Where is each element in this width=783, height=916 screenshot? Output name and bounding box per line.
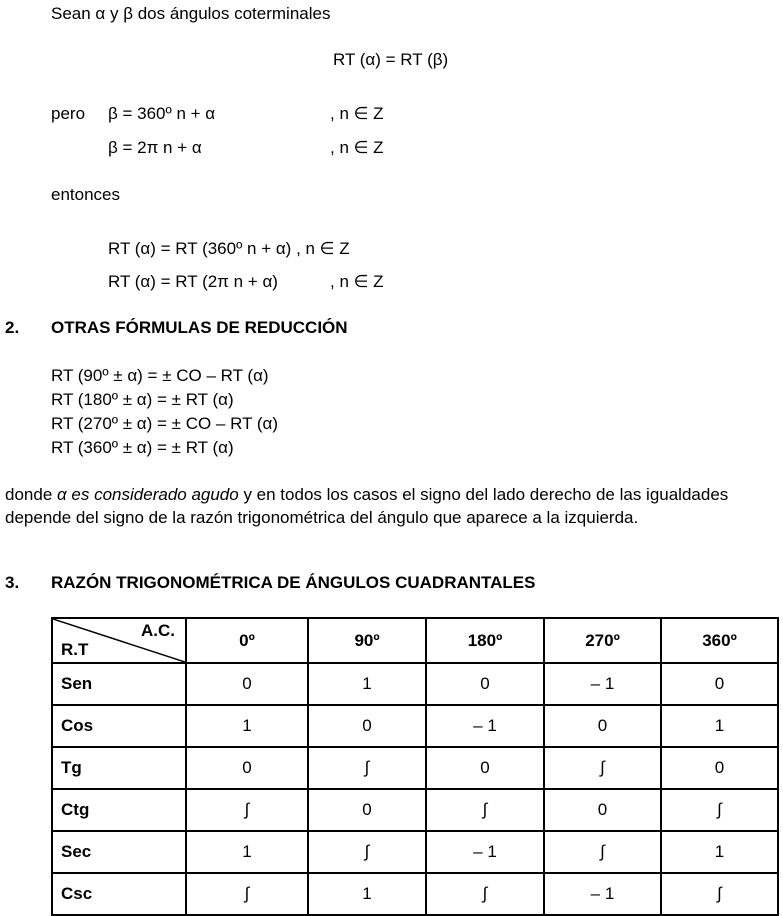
- section-3-title: RAZÓN TRIGONOMÉTRICA DE ÁNGULOS CUADRANTALES: [51, 573, 536, 592]
- table-cell: 0: [308, 705, 426, 747]
- table-row-csc: [52, 873, 778, 915]
- table-cell: 1: [186, 831, 308, 873]
- equation-rt-360: RT (α) = RT (360º n + α) , n ∈ Z: [108, 239, 350, 258]
- table-cell: – 1: [544, 873, 661, 915]
- table-cell: – 1: [426, 831, 544, 873]
- pero-label: pero: [51, 104, 86, 123]
- header-angle-0: 0º: [186, 618, 308, 663]
- table-cell: ∫: [661, 789, 778, 831]
- row-label-tg: Tg: [52, 747, 186, 789]
- table-row-cos: [52, 705, 778, 747]
- equation-rt-2pi: RT (α) = RT (2π n + α): [108, 272, 278, 291]
- note-alpha: α: [57, 485, 67, 504]
- table-cell: 0: [426, 747, 544, 789]
- equation-beta-360: β = 360º n + α: [108, 104, 216, 123]
- reduction-formula-180: RT (180º ± α) = ± RT (α): [51, 390, 234, 409]
- table-cell: ∫: [186, 873, 308, 915]
- entonces-label: entonces: [51, 185, 120, 204]
- table-cell: 0: [186, 663, 308, 705]
- table-cell: ∫: [308, 747, 426, 789]
- row-label-ctg: Ctg: [52, 789, 186, 831]
- table-row-sec: [52, 831, 778, 873]
- table-cell: ∫: [186, 789, 308, 831]
- table-cell: 1: [661, 831, 778, 873]
- reduction-formula-360: RT (360º ± α) = ± RT (α): [51, 438, 234, 457]
- note-rest: y en todos los casos el signo del lado derecho de las igualdades depende del signo de la razón trigonométrica del ángulo que aparece a la izquierda.: [5, 485, 729, 527]
- table-cell: ∫: [426, 873, 544, 915]
- corner-angle-label: A.C.: [141, 621, 175, 640]
- table-cell: 0: [544, 705, 661, 747]
- intro-equality: RT (α) = RT (β): [333, 50, 449, 69]
- equation-beta-360-condition: , n ∈ Z: [330, 104, 384, 123]
- table-cell: ∫: [308, 831, 426, 873]
- header-angle-360: 360º: [661, 618, 778, 663]
- header-angle-180: 180º: [426, 618, 544, 663]
- equation-beta-2pi-condition: , n ∈ Z: [330, 138, 384, 157]
- header-angle-270: 270º: [544, 618, 661, 663]
- table-corner-cell: [52, 618, 186, 663]
- table-cell: ∫: [426, 789, 544, 831]
- intro-line-1: Sean α y β dos ángulos coterminales: [51, 4, 331, 23]
- table-cell: ∫: [544, 747, 661, 789]
- table-cell: 0: [544, 789, 661, 831]
- section-2-title: OTRAS FÓRMULAS DE REDUCCIÓN: [51, 318, 348, 337]
- table-cell: 1: [186, 705, 308, 747]
- table-cell: ∫: [661, 873, 778, 915]
- row-label-csc: Csc: [52, 873, 186, 915]
- row-label-cos: Cos: [52, 705, 186, 747]
- section-2-number: 2.: [5, 318, 20, 337]
- table-cell: 0: [186, 747, 308, 789]
- table-cell: – 1: [544, 663, 661, 705]
- reduction-note: [5, 483, 775, 529]
- table-cell: 1: [308, 873, 426, 915]
- header-angle-90: 90º: [308, 618, 426, 663]
- quadrantal-angles-table: [51, 617, 779, 916]
- reduction-formula-270: RT (270º ± α) = ± CO – RT (α): [51, 414, 279, 433]
- table-cell: 1: [661, 705, 778, 747]
- section-3-number: 3.: [5, 573, 20, 592]
- table-header-row: [52, 618, 778, 663]
- note-italic: es considerado agudo: [66, 485, 244, 504]
- table-cell: 0: [661, 747, 778, 789]
- table-cell: 0: [426, 663, 544, 705]
- table-row-sen: [52, 663, 778, 705]
- table-cell: – 1: [426, 705, 544, 747]
- table-row-ctg: [52, 789, 778, 831]
- table-row-tg: [52, 747, 778, 789]
- table-cell: 1: [308, 663, 426, 705]
- equation-rt-2pi-condition: , n ∈ Z: [330, 272, 384, 291]
- table-cell: 0: [308, 789, 426, 831]
- row-label-sen: Sen: [52, 663, 186, 705]
- reduction-formula-90: RT (90º ± α) = ± CO – RT (α): [51, 366, 269, 385]
- table-cell: 0: [661, 663, 778, 705]
- table-cell: ∫: [544, 831, 661, 873]
- equation-beta-2pi: β = 2π n + α: [108, 138, 202, 157]
- corner-ratio-label: R.T: [61, 640, 89, 659]
- row-label-sec: Sec: [52, 831, 186, 873]
- note-start: donde: [5, 485, 57, 504]
